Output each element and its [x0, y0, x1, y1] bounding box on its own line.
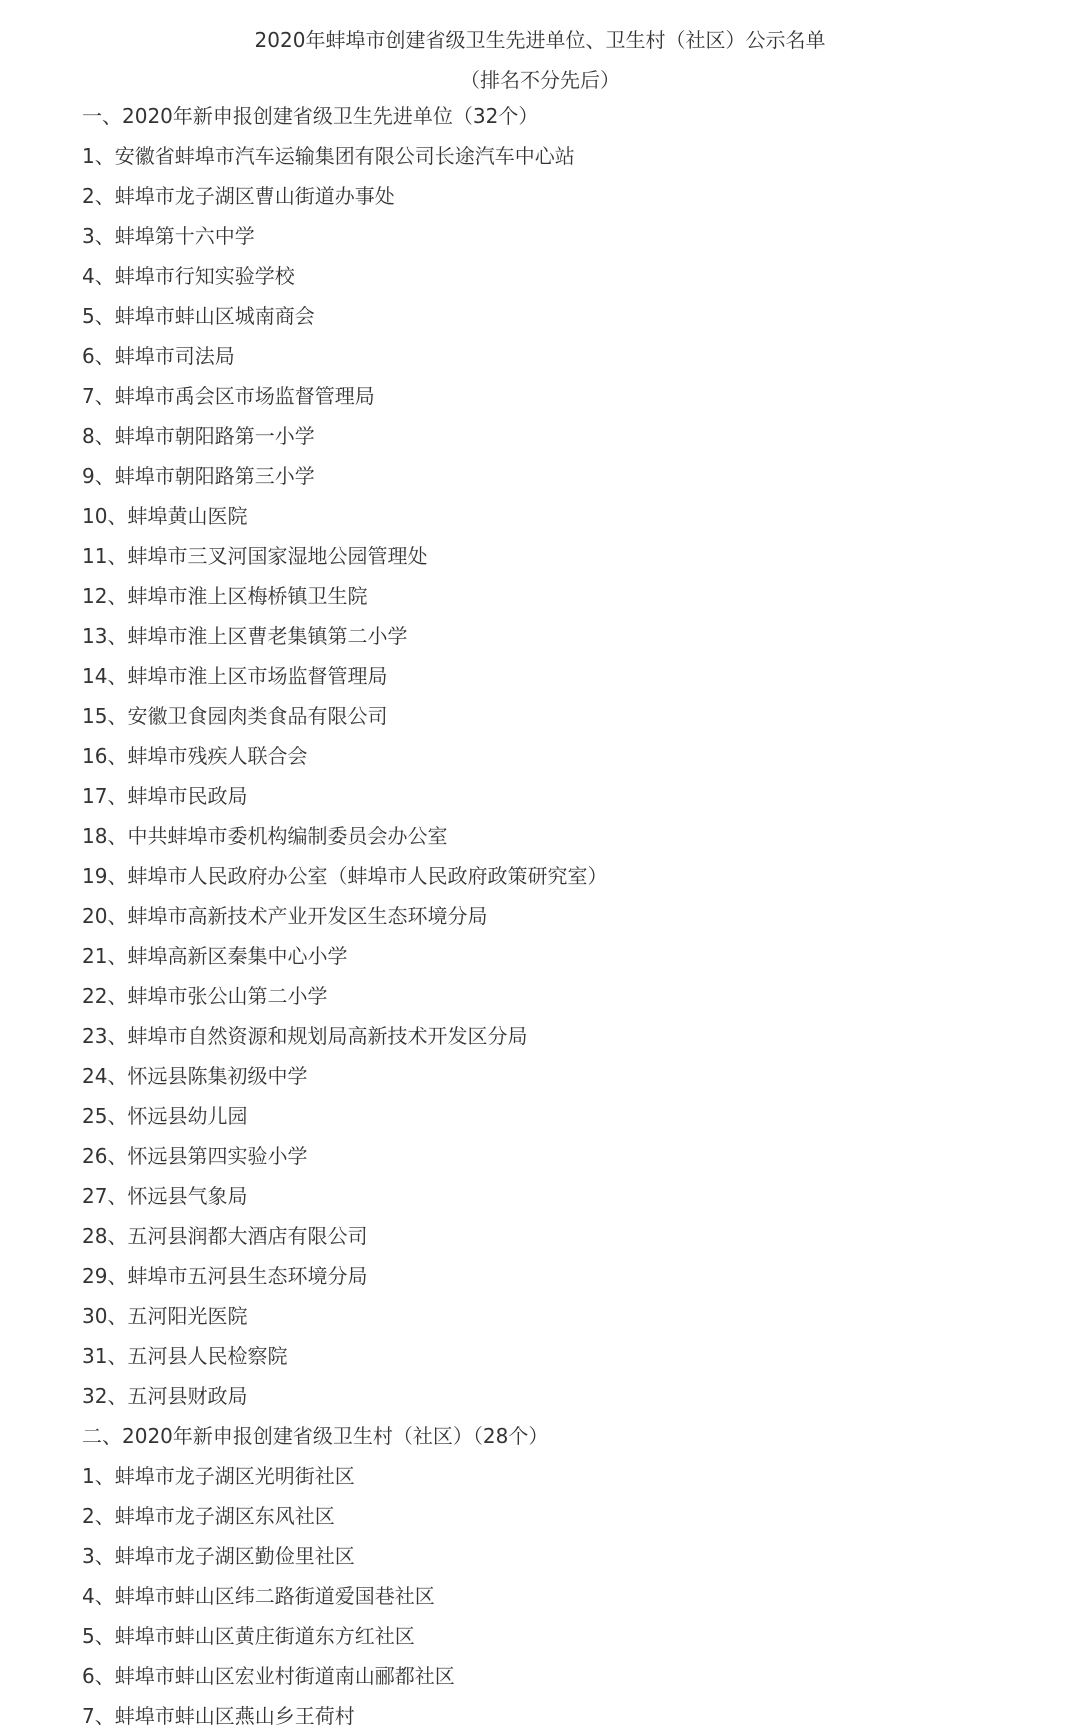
document-subtitle: （排名不分先后）: [460, 68, 620, 92]
list-item: 5、蚌埠市蚌山区城南商会: [82, 304, 315, 328]
list-item: 26、怀远县第四实验小学: [82, 1144, 308, 1168]
list-item: 6、蚌埠市司法局: [82, 344, 235, 368]
list-item: 12、蚌埠市淮上区梅桥镇卫生院: [82, 584, 368, 608]
list-item: 17、蚌埠市民政局: [82, 784, 248, 808]
list-item: 25、怀远县幼儿园: [82, 1104, 248, 1128]
list-item: 31、五河县人民检察院: [82, 1344, 288, 1368]
list-item: 21、蚌埠高新区秦集中心小学: [82, 944, 348, 968]
list-item: 6、蚌埠市蚌山区宏业村街道南山郦都社区: [82, 1664, 455, 1688]
list-item: 18、中共蚌埠市委机构编制委员会办公室: [82, 824, 448, 848]
list-item: 16、蚌埠市残疾人联合会: [82, 744, 308, 768]
list-item: 3、蚌埠市龙子湖区勤俭里社区: [82, 1544, 355, 1568]
list-item: 4、蚌埠市行知实验学校: [82, 264, 295, 288]
list-item-cut-off: 7、蚌埠市蚌山区燕山乡王荷村: [82, 1704, 355, 1728]
list-item: 13、蚌埠市淮上区曹老集镇第二小学: [82, 624, 408, 648]
list-item: 27、怀远县气象局: [82, 1184, 248, 1208]
section-heading-villages: 二、2020年新申报创建省级卫生村（社区）（28个）: [82, 1424, 549, 1448]
list-item: 2、蚌埠市龙子湖区曹山街道办事处: [82, 184, 395, 208]
list-item: 14、蚌埠市淮上区市场监督管理局: [82, 664, 388, 688]
list-item: 3、蚌埠第十六中学: [82, 224, 255, 248]
list-item: 15、安徽卫食园肉类食品有限公司: [82, 704, 388, 728]
list-item: 1、蚌埠市龙子湖区光明街社区: [82, 1464, 355, 1488]
list-item: 29、蚌埠市五河县生态环境分局: [82, 1264, 368, 1288]
section-heading-units: 一、2020年新申报创建省级卫生先进单位（32个）: [82, 104, 539, 128]
list-item: 7、蚌埠市禹会区市场监督管理局: [82, 384, 375, 408]
document-title: 2020年蚌埠市创建省级卫生先进单位、卫生村（社区）公示名单: [254, 28, 826, 52]
list-item: 11、蚌埠市三叉河国家湿地公园管理处: [82, 544, 428, 568]
list-item: 5、蚌埠市蚌山区黄庄街道东方红社区: [82, 1624, 415, 1648]
list-item: 20、蚌埠市高新技术产业开发区生态环境分局: [82, 904, 488, 928]
list-item: 4、蚌埠市蚌山区纬二路街道爱国巷社区: [82, 1584, 435, 1608]
list-item: 1、安徽省蚌埠市汽车运输集团有限公司长途汽车中心站: [82, 144, 575, 168]
list-item: 9、蚌埠市朝阳路第三小学: [82, 464, 315, 488]
list-item: 28、五河县润都大酒店有限公司: [82, 1224, 368, 1248]
list-item: 32、五河县财政局: [82, 1384, 248, 1408]
list-item: 8、蚌埠市朝阳路第一小学: [82, 424, 315, 448]
list-item: 23、蚌埠市自然资源和规划局高新技术开发区分局: [82, 1024, 528, 1048]
list-item: 24、怀远县陈集初级中学: [82, 1064, 308, 1088]
list-item: 30、五河阳光医院: [82, 1304, 248, 1328]
list-item: 19、蚌埠市人民政府办公室（蚌埠市人民政府政策研究室）: [82, 864, 608, 888]
list-item: 2、蚌埠市龙子湖区东风社区: [82, 1504, 335, 1528]
list-item: 22、蚌埠市张公山第二小学: [82, 984, 328, 1008]
list-item: 10、蚌埠黄山医院: [82, 504, 248, 528]
